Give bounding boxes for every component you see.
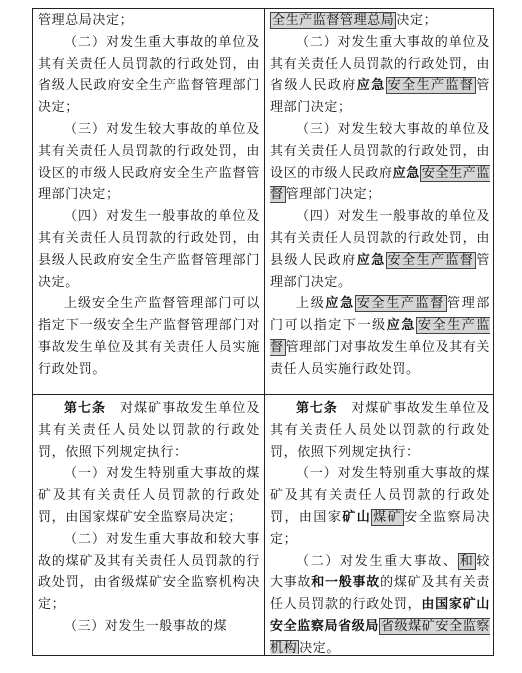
text-span: （二）对发生重大事故的单位及其有关责任人员罚款的行政处罚，由省级人民政府: [270, 34, 490, 94]
text-span: （三）对发生较大事故的单位及其有关责任人员罚款的行政处罚，由设区的市级人民政府: [270, 121, 490, 181]
deleted-text: 安全生产监督: [270, 318, 490, 355]
paragraph: （三）对发生一般事故的煤: [64, 618, 228, 634]
cell-original-bottom: [38, 398, 260, 654]
paragraph: [270, 206, 490, 293]
column-divider: [264, 8, 265, 656]
added-text: 应急: [325, 296, 355, 312]
paragraph: [270, 293, 490, 380]
text-span: 管理部门决定；: [270, 78, 490, 116]
deleted-text: 安全生产监督: [387, 252, 475, 268]
text-span: （四）对发生一般事故的单位及其有关责任人员罚款的行政处罚，由县级人民政府: [270, 209, 490, 268]
text-span: 管理部门决定。: [270, 252, 490, 290]
paragraph: 上级安全生产监督管理部门可以指定下一级安全生产监督管理部门对事故发生单位及其有关责任人员实施行政处罚。: [38, 296, 260, 377]
deleted-text: 安全生产监督: [270, 165, 490, 203]
text-span: （二）对发生重大事故、: [296, 553, 458, 569]
cell-original-top: [38, 10, 260, 392]
text-span: 较大事故: [270, 553, 490, 591]
paragraph: （四）对发生一般事故的单位及其有关责任人员罚款的行政处罚，由县级人民政府安全生产监督管理部门决定。: [38, 209, 260, 290]
text-line: [270, 10, 490, 32]
added-text: 应急: [356, 78, 386, 94]
deleted-text: 安全生产监督: [356, 296, 445, 312]
added-text: 应急: [392, 165, 420, 181]
text-span: 对煤矿事故发生单位及其有关责任人员处以罚款的行政处罚，依照下列规定执行：: [270, 401, 490, 460]
text-span: 决定。: [299, 640, 341, 654]
deleted-text: 煤矿: [373, 509, 403, 525]
paragraph: （二）对发生重大事故的单位及其有关责任人员罚款的行政处罚，由省级人民政府安全生产监督管理部门决定；: [38, 34, 260, 116]
text-span: 上级: [296, 296, 326, 312]
row-divider: [32, 394, 494, 395]
text-span: 管理部门可以指定下一级: [270, 296, 490, 334]
article-number: 第七条: [64, 401, 107, 416]
cell-revised-bottom: [270, 398, 490, 654]
paragraph: [270, 551, 490, 654]
text-span: （一）对发生特别重大事故的煤矿及其有关责任人员罚款的行政处罚，由国家: [270, 466, 490, 525]
paragraph: [270, 32, 490, 119]
paragraph: [38, 398, 260, 463]
added-text: 应急: [356, 252, 386, 268]
text-span: 管理部门对事故发生单位及其有关责任人员实施行政处罚。: [270, 339, 490, 377]
deleted-text: 安全生产监督: [387, 78, 475, 94]
text-span: 管理部门决定；: [285, 187, 381, 203]
text-span: 安全监察局决定；: [270, 509, 490, 547]
text-span: 的煤矿及其有关责任人员罚款的行政处罚，: [270, 575, 490, 613]
paragraph: [270, 398, 490, 463]
text-span: 对煤矿事故发生单位及其有关责任人员处以罚款的行政处罚，依照下列规定执行：: [38, 401, 260, 460]
added-text: 由国家矿山安全监察局省级局: [270, 597, 490, 634]
paragraph: [270, 463, 490, 550]
added-text: 矿山: [342, 509, 372, 525]
paragraph: （一）对发生特别重大事故的煤矿及其有关责任人员罚款的行政处罚，由国家煤矿安全监察局决定；: [38, 466, 260, 525]
paragraph: （三）对发生较大事故的单位及其有关责任人员罚款的行政处罚，由设区的市级人民政府安全生产监督管理部门决定；: [38, 121, 260, 203]
added-text: 和一般事故: [311, 575, 381, 591]
added-text: 应急: [386, 318, 416, 334]
paragraph: [270, 119, 490, 206]
text-span: 决定；: [396, 13, 438, 28]
deleted-text: 省级煤矿安全监察机构: [270, 618, 490, 654]
text-line: 管理总局决定；: [38, 13, 134, 28]
article-number: 第七条: [296, 401, 338, 416]
deleted-text: 全生产监督管理总局: [272, 13, 395, 28]
cell-revised-top: [270, 10, 490, 392]
deleted-text: 和: [459, 553, 475, 569]
paragraph: （二）对发生重大事故和较大事故的煤矿及其有关责任人员罚款的行政处罚，由省级煤矿安全监察机构决定；: [38, 531, 260, 613]
